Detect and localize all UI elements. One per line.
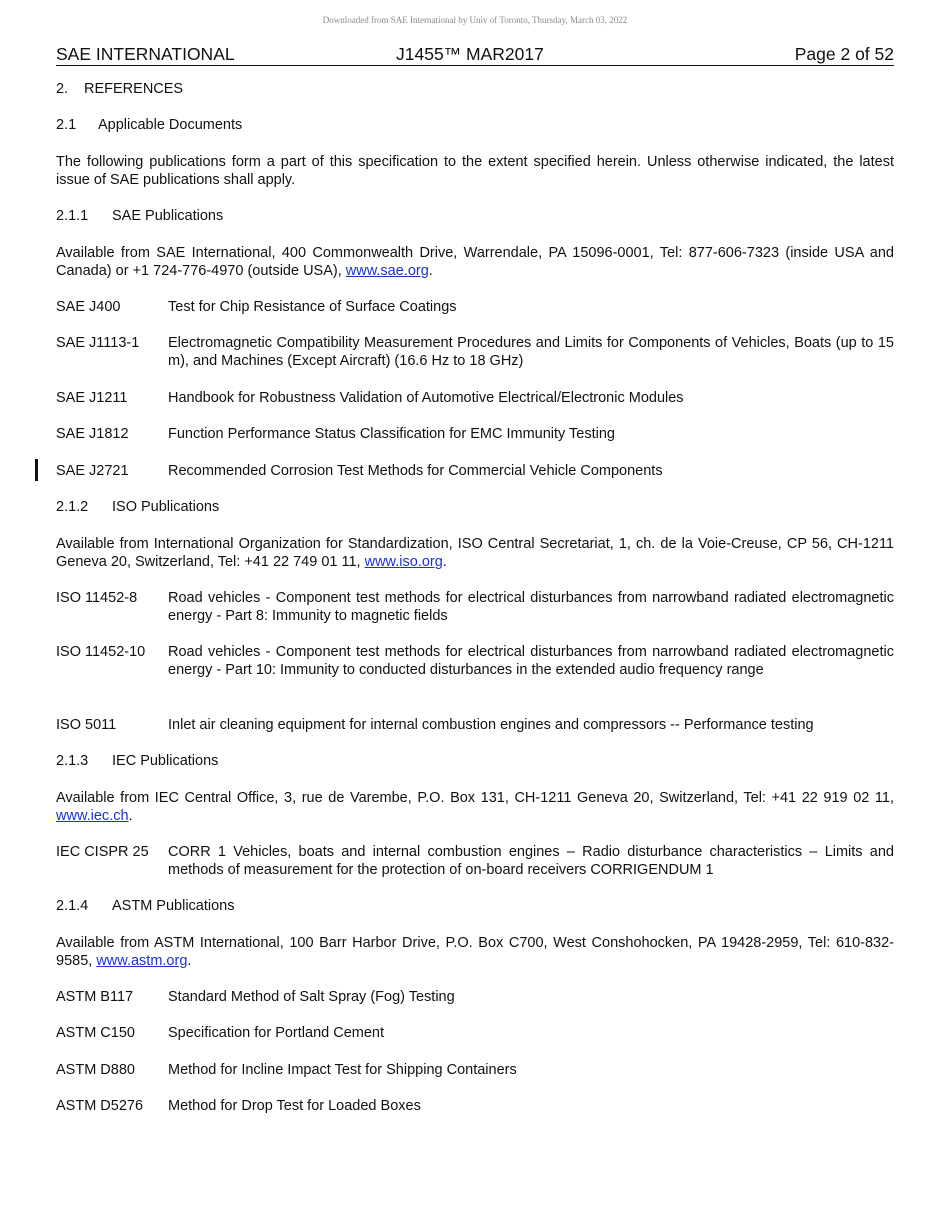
subsection-number: 2.1.4 xyxy=(56,898,89,914)
reference-item xyxy=(56,298,894,316)
availability-text: Available from International Organization for Standardization, ISO Central Secretariat, 1, ch. de la Voie-Creuse, CP 56, CH-1211 Geneva 20, Switzerland, Tel: +41 22 749 01 11, xyxy=(56,536,894,570)
reference-item xyxy=(56,643,894,679)
reference-code: ASTM D880 xyxy=(56,1062,135,1078)
reference-title: Standard Method of Salt Spray (Fog) Testing xyxy=(168,989,455,1005)
availability-text: Available from SAE International, 400 Commonwealth Drive, Warrendale, PA 15096-0001, Tel: 877-606-7323 (inside USA and Canada) or +1 724-776-4970 (outside USA), xyxy=(56,245,894,279)
subsection-heading-iec xyxy=(56,752,894,770)
reference-item xyxy=(56,716,894,734)
subsection-title: Applicable Documents xyxy=(98,117,243,133)
subsection-number: 2.1.1 xyxy=(56,208,89,224)
reference-code: IEC CISPR 25 xyxy=(56,844,149,860)
reference-title: Inlet air cleaning equipment for internal combustion engines and compressors -- Performance testing xyxy=(168,717,814,733)
download-watermark: Downloaded from SAE International by Univ of Toronto, Thursday, March 03, 2022 xyxy=(322,15,628,25)
subsection-title: ISO Publications xyxy=(112,499,220,515)
section-heading-references xyxy=(56,80,894,98)
header-doc-id: J1455™ MAR2017 xyxy=(396,44,544,64)
iec-website-link[interactable]: www.iec.ch xyxy=(56,808,129,824)
reference-code: ISO 5011 xyxy=(56,717,117,733)
page-header xyxy=(56,43,894,66)
reference-item xyxy=(56,1024,894,1042)
reference-title: Recommended Corrosion Test Methods for Commercial Vehicle Components xyxy=(168,463,663,479)
subsection-heading-applicable xyxy=(56,116,894,134)
iso-availability-paragraph xyxy=(56,535,894,571)
availability-text: Available from ASTM International, 100 Barr Harbor Drive, P.O. Box C700, West Conshohocken, PA 19428-2959, Tel: 610-832-9585, xyxy=(56,935,894,969)
reference-code: ASTM B117 xyxy=(56,989,134,1005)
astm-website-link[interactable]: www.astm.org xyxy=(96,953,188,969)
reference-item xyxy=(56,1061,894,1079)
subsection-number: 2.1.3 xyxy=(56,753,89,769)
header-org: SAE INTERNATIONAL xyxy=(56,44,235,64)
reference-title: Method for Drop Test for Loaded Boxes xyxy=(168,1098,421,1114)
reference-code: ISO 11452-10 xyxy=(56,644,146,660)
period: . xyxy=(442,554,447,570)
reference-code: SAE J2721 xyxy=(56,463,129,479)
reference-item xyxy=(56,425,894,443)
reference-item xyxy=(56,589,894,625)
subsection-number: 2.1.2 xyxy=(56,499,89,515)
reference-code: SAE J1211 xyxy=(56,390,128,406)
subsection-number: 2.1 xyxy=(56,117,77,133)
reference-title: Road vehicles - Component test methods for electrical disturbances from narrowband radiated electromagnetic energy - Part 10: Immunity to conducted disturbances in the extended audio frequency range xyxy=(168,644,894,678)
reference-title: Method for Incline Impact Test for Shipping Containers xyxy=(168,1062,517,1078)
reference-item xyxy=(56,462,894,480)
period: . xyxy=(128,808,133,824)
subsection-heading-iso xyxy=(56,498,894,516)
reference-title: Test for Chip Resistance of Surface Coatings xyxy=(168,299,457,315)
iec-availability-paragraph xyxy=(56,789,894,825)
period: . xyxy=(428,263,433,279)
reference-title: Handbook for Robustness Validation of Automotive Electrical/Electronic Modules xyxy=(168,390,684,406)
sae-website-link[interactable]: www.sae.org xyxy=(345,263,429,279)
subsection-heading-sae xyxy=(56,207,894,225)
applicable-intro-paragraph: The following publications form a part of this specification to the extent specified herein. Unless otherwise indicated, the latest issue of SAE publications shall apply. xyxy=(56,154,894,188)
section-number: 2. xyxy=(56,81,69,97)
reference-title: Electromagnetic Compatibility Measurement Procedures and Limits for Components of Vehicles, Boats (up to 15 m), and Machines (Except Aircraft) (16.6 Hz to 18 GHz) xyxy=(168,335,894,369)
revision-change-bar xyxy=(35,459,38,481)
subsection-title: IEC Publications xyxy=(112,753,219,769)
subsection-title: SAE Publications xyxy=(112,208,224,224)
reference-code: ASTM C150 xyxy=(56,1025,135,1041)
section-title: REFERENCES xyxy=(84,81,184,97)
period: . xyxy=(187,953,192,969)
subsection-title: ASTM Publications xyxy=(112,898,235,914)
reference-code: SAE J1812 xyxy=(56,426,129,442)
reference-item xyxy=(56,389,894,407)
reference-title: Road vehicles - Component test methods for electrical disturbances from narrowband radiated electromagnetic energy - Part 8: Immunity to magnetic fields xyxy=(168,590,894,624)
reference-title: Function Performance Status Classification for EMC Immunity Testing xyxy=(168,426,615,442)
reference-code: SAE J400 xyxy=(56,299,121,315)
astm-availability-paragraph xyxy=(56,934,894,970)
reference-code: SAE J1113-1 xyxy=(56,335,140,351)
reference-code: ISO 11452-8 xyxy=(56,590,138,606)
sae-availability-paragraph xyxy=(56,244,894,280)
reference-item xyxy=(56,843,894,879)
iso-website-link[interactable]: www.iso.org xyxy=(364,554,443,570)
availability-text: Available from IEC Central Office, 3, rue de Varembe, P.O. Box 131, CH-1211 Geneva 20, Switzerland, Tel: +41 22 919 02 11, xyxy=(56,790,894,806)
reference-item xyxy=(56,988,894,1006)
reference-item xyxy=(56,334,894,370)
reference-title: CORR 1 Vehicles, boats and internal combustion engines – Radio disturbance characteristics – Limits and methods of measurement for the protection of on-board receivers CORRIGENDUM 1 xyxy=(168,844,894,878)
reference-item xyxy=(56,1097,894,1115)
header-page-number: Page 2 of 52 xyxy=(794,44,894,64)
reference-code: ASTM D5276 xyxy=(56,1098,144,1114)
subsection-heading-astm xyxy=(56,897,894,915)
reference-title: Specification for Portland Cement xyxy=(168,1025,384,1041)
